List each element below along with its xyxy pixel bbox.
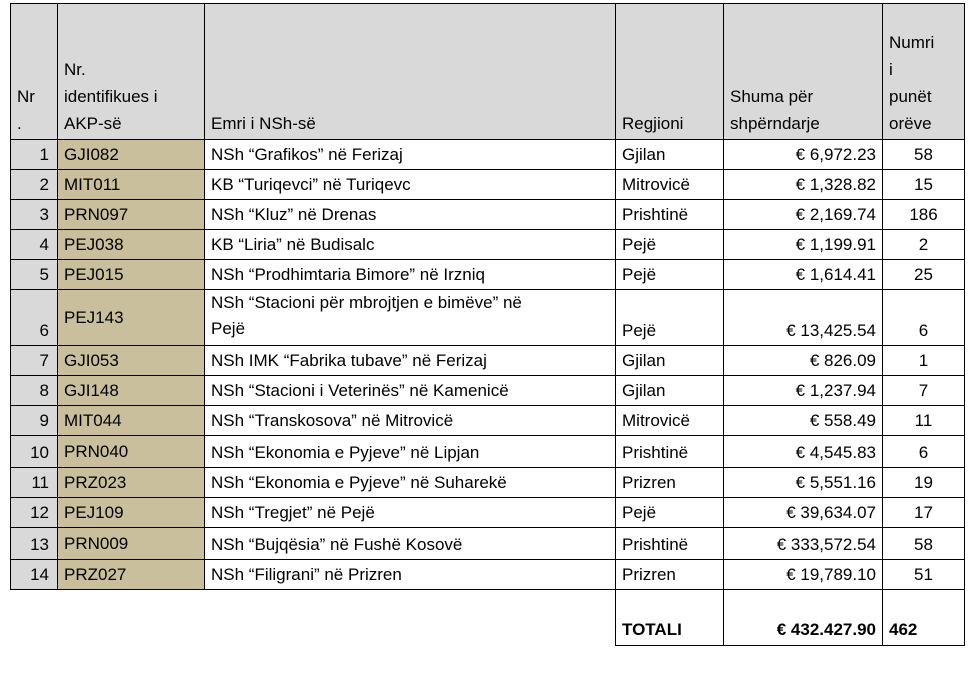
row-region: Gjilan — [616, 376, 724, 406]
row-hours: 25 — [883, 260, 965, 290]
row-identifier: GJI053 — [58, 346, 205, 376]
row-identifier: MIT011 — [58, 170, 205, 200]
row-region: Mitrovicë — [616, 170, 724, 200]
header-nr: Nr . — [11, 4, 58, 140]
table-row — [11, 560, 965, 590]
table-row — [11, 498, 965, 528]
row-name: NSh “Ekonomia e Pyjeve” në Lipjan — [205, 436, 616, 468]
row-number: 2 — [11, 170, 58, 200]
row-number: 8 — [11, 376, 58, 406]
row-hours: 19 — [883, 468, 965, 498]
row-name: NSh “Prodhimtaria Bimore” në Irzniq — [205, 260, 616, 290]
row-identifier: PRN009 — [58, 528, 205, 560]
total-label: TOTALI — [616, 616, 724, 646]
row-hours: 2 — [883, 230, 965, 260]
row-amount: € 2,169.74 — [724, 200, 883, 230]
row-name: NSh “Stacioni i Veterinës” në Kamenicë — [205, 376, 616, 406]
table-row — [11, 200, 965, 230]
row-region: Prishtinë — [616, 436, 724, 468]
total-hours: 462 — [883, 616, 965, 646]
row-amount: € 1,328.82 — [724, 170, 883, 200]
row-name: NSh “Tregjet” në Pejë — [205, 498, 616, 528]
row-amount: € 4,545.83 — [724, 436, 883, 468]
row-number: 6 — [11, 290, 58, 346]
row-number: 1 — [11, 140, 58, 170]
total-amount: € 432.427.90 — [724, 616, 883, 646]
row-name: NSh “Grafikos” në Ferizaj — [205, 140, 616, 170]
table-row — [11, 468, 965, 498]
row-identifier: MIT044 — [58, 406, 205, 436]
row-region: Prishtinë — [616, 528, 724, 560]
row-region: Pejë — [616, 498, 724, 528]
row-identifier: PEJ015 — [58, 260, 205, 290]
row-number: 10 — [11, 436, 58, 468]
row-name: NSh “Ekonomia e Pyjeve” në Suharekë — [205, 468, 616, 498]
row-identifier: PEJ038 — [58, 230, 205, 260]
row-identifier: GJI148 — [58, 376, 205, 406]
row-region: Prishtinë — [616, 200, 724, 230]
row-hours: 7 — [883, 376, 965, 406]
row-identifier: PRZ027 — [58, 560, 205, 590]
row-hours: 6 — [883, 436, 965, 468]
row-name: NSh “Bujqësia” në Fushë Kosovë — [205, 528, 616, 560]
row-amount: € 13,425.54 — [724, 290, 883, 346]
row-hours: 58 — [883, 528, 965, 560]
row-name: NSh IMK “Fabrika tubave” në Ferizaj — [205, 346, 616, 376]
row-identifier: PEJ143 — [58, 290, 205, 346]
row-region: Gjilan — [616, 140, 724, 170]
row-amount: € 826.09 — [724, 346, 883, 376]
row-number: 3 — [11, 200, 58, 230]
total-row — [11, 616, 965, 646]
distribution-table — [10, 3, 965, 646]
row-hours: 51 — [883, 560, 965, 590]
row-region: Pejë — [616, 290, 724, 346]
row-number: 5 — [11, 260, 58, 290]
row-identifier: PRN097 — [58, 200, 205, 230]
row-hours: 11 — [883, 406, 965, 436]
row-name: NSh “Transkosova” në Mitrovicë — [205, 406, 616, 436]
row-region: Gjilan — [616, 346, 724, 376]
row-hours: 17 — [883, 498, 965, 528]
row-amount: € 1,237.94 — [724, 376, 883, 406]
row-number: 12 — [11, 498, 58, 528]
header-amount: Shuma për shpërndarje — [724, 4, 883, 140]
row-hours: 186 — [883, 200, 965, 230]
total-spacer-row — [11, 590, 965, 616]
table-row — [11, 528, 965, 560]
row-number: 7 — [11, 346, 58, 376]
row-region: Prizren — [616, 560, 724, 590]
header-name: Emri i NSh-së — [205, 4, 616, 140]
row-identifier: GJI082 — [58, 140, 205, 170]
table-row — [11, 436, 965, 468]
row-region: Pejë — [616, 260, 724, 290]
row-number: 14 — [11, 560, 58, 590]
row-amount: € 6,972.23 — [724, 140, 883, 170]
row-region: Prizren — [616, 468, 724, 498]
table-row — [11, 346, 965, 376]
row-amount: € 19,789.10 — [724, 560, 883, 590]
row-identifier: PRN040 — [58, 436, 205, 468]
header-region: Regjioni — [616, 4, 724, 140]
row-amount: € 558.49 — [724, 406, 883, 436]
row-region: Mitrovicë — [616, 406, 724, 436]
row-amount: € 1,199.91 — [724, 230, 883, 260]
row-hours: 15 — [883, 170, 965, 200]
row-number: 13 — [11, 528, 58, 560]
row-amount: € 1,614.41 — [724, 260, 883, 290]
row-identifier: PEJ109 — [58, 498, 205, 528]
row-name: KB “Turiqevci” në Turiqevc — [205, 170, 616, 200]
row-identifier: PRZ023 — [58, 468, 205, 498]
row-amount: € 5,551.16 — [724, 468, 883, 498]
row-amount: € 39,634.07 — [724, 498, 883, 528]
row-name: NSh “Filigrani” në Prizren — [205, 560, 616, 590]
row-number: 9 — [11, 406, 58, 436]
table-row — [11, 376, 965, 406]
row-hours: 58 — [883, 140, 965, 170]
row-region: Pejë — [616, 230, 724, 260]
table-row — [11, 140, 965, 170]
header-identifier: Nr. identifikues i AKP-së — [58, 4, 205, 140]
header-row — [11, 4, 965, 140]
table-row — [11, 170, 965, 200]
table-row — [11, 406, 965, 436]
row-name: NSh “Stacioni për mbrojtjen e bimëve” në Pejë — [205, 290, 616, 346]
row-name: NSh “Kluz” në Drenas — [205, 200, 616, 230]
row-hours: 6 — [883, 290, 965, 346]
row-amount: € 333,572.54 — [724, 528, 883, 560]
table-row — [11, 290, 965, 346]
row-hours: 1 — [883, 346, 965, 376]
row-number: 4 — [11, 230, 58, 260]
table-row — [11, 260, 965, 290]
header-hours: Numri i punët orëve — [883, 4, 965, 140]
table-row — [11, 230, 965, 260]
row-name: KB “Liria” në Budisalc — [205, 230, 616, 260]
row-number: 11 — [11, 468, 58, 498]
